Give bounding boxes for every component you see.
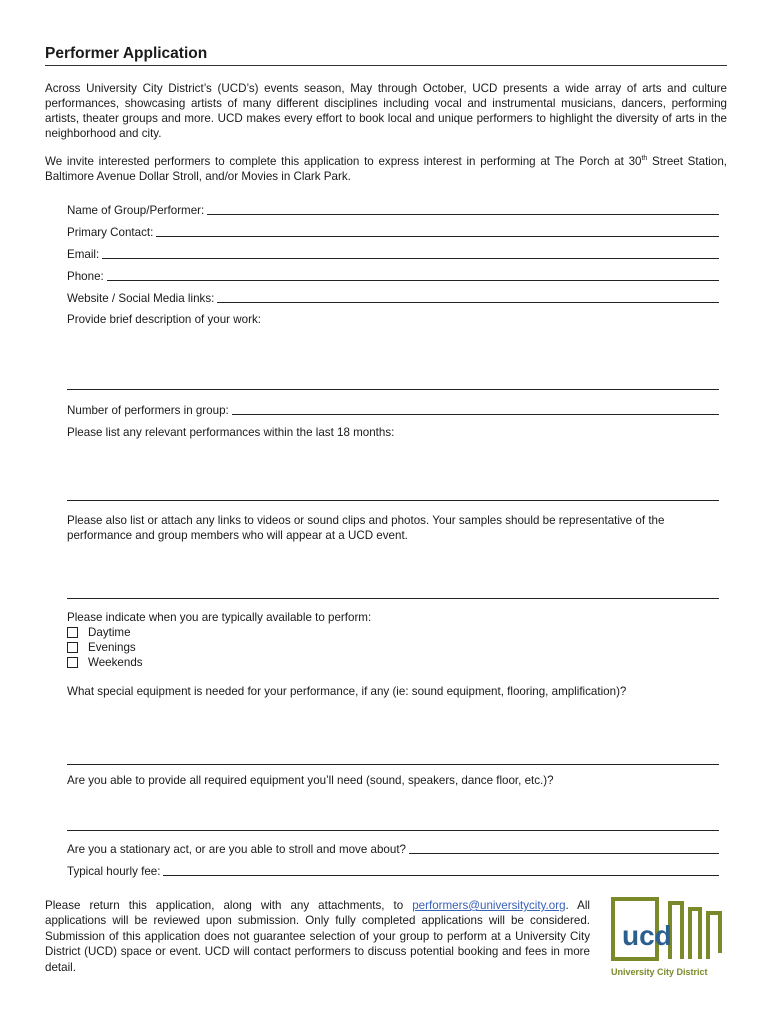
availability-option-evenings[interactable] (67, 640, 136, 655)
email-field[interactable] (67, 246, 719, 261)
hourly-fee-line[interactable] (163, 865, 719, 876)
availability-option-daytime[interactable] (67, 625, 131, 640)
website-label: Website / Social Media links: (67, 292, 215, 305)
return-instructions: Please return this application, along with any attachments, to performers@universitycity.org. All applications will be reviewed upon submission. Only fully completed applications will be considered. Submission of this application does not guarantee selection of your group to perform at a University City District (UCD) space or event. UCD will contact performers to discuss potential booking and fees in more detail. (45, 899, 590, 974)
logo-bar-1 (670, 903, 682, 959)
daytime-checkbox[interactable] (67, 627, 78, 638)
group-name-line[interactable] (207, 204, 719, 215)
logo-bar-2 (690, 909, 700, 959)
primary-contact-field[interactable] (67, 224, 719, 239)
stationary-field[interactable] (67, 841, 719, 856)
phone-field[interactable] (67, 268, 719, 283)
evenings-label: Evenings (88, 641, 136, 654)
evenings-checkbox[interactable] (67, 642, 78, 653)
hourly-fee-field[interactable] (67, 863, 719, 878)
group-name-label: Name of Group/Performer: (67, 204, 205, 217)
hourly-fee-label: Typical hourly fee: (67, 865, 161, 878)
performances-label: Please list any relevant performances within the last 18 months: (67, 426, 395, 439)
samples-line[interactable] (67, 598, 719, 599)
logo-tagline: University City District (611, 967, 708, 977)
email-label: Email: (67, 248, 100, 261)
num-performers-line[interactable] (232, 404, 719, 415)
weekends-label: Weekends (88, 656, 143, 669)
description-line[interactable] (67, 389, 719, 390)
intro-paragraph-1: Across University City District’s (UCD’s) events season, May through October, UCD presents a wide array of arts and culture performances, showcasing artists of many different disciplines including vocal and instrumental musicians, dancers, performing artists, theater groups and more. UCD makes every effort to book local and unique performers to highlight the diversity of arts in the neighborhood and city. (45, 82, 727, 140)
page-title: Performer Application (45, 45, 727, 66)
equipment-provide-line[interactable] (67, 830, 719, 831)
equipment-provide-label: Are you able to provide all required equipment you’ll need (sound, speakers, dance floor, etc.)? (67, 774, 554, 787)
intro-paragraph-2: We invite interested performers to complete this application to express interest in performing at The Porch at 30th Street Station, Baltimore Avenue Dollar Stroll, and/or Movies in Clark Park. (45, 155, 727, 183)
performers-email-link[interactable]: performers@universitycity.org (412, 899, 566, 912)
primary-contact-label: Primary Contact: (67, 226, 154, 239)
availability-label: Please indicate when you are typically available to perform: (67, 611, 372, 624)
equipment-needed-label: What special equipment is needed for your performance, if any (ie: sound equipment, flooring, amplification)? (67, 685, 627, 698)
phone-line[interactable] (107, 270, 719, 281)
email-line[interactable] (102, 248, 719, 259)
samples-label: Please also list or attach any links to videos or sound clips and photos. Your samples should be representative of the performance and group members who will appear at a UCD event. (67, 514, 665, 542)
website-field[interactable] (67, 290, 719, 305)
phone-label: Phone: (67, 270, 104, 283)
website-line[interactable] (217, 292, 719, 303)
stationary-label: Are you a stationary act, or are you able to stroll and move about? (67, 843, 406, 856)
logo-bar-3 (708, 913, 720, 959)
stationary-line[interactable] (409, 843, 719, 854)
availability-option-weekends[interactable] (67, 655, 143, 670)
daytime-label: Daytime (88, 626, 131, 639)
num-performers-field[interactable] (67, 402, 719, 417)
performances-line[interactable] (67, 500, 719, 501)
logo-text: ucd (622, 920, 672, 951)
equipment-needed-line[interactable] (67, 764, 719, 765)
weekends-checkbox[interactable] (67, 657, 78, 668)
description-label: Provide brief description of your work: (67, 313, 261, 326)
num-performers-label: Number of performers in group: (67, 404, 229, 417)
group-name-field[interactable] (67, 202, 719, 217)
primary-contact-line[interactable] (156, 226, 719, 237)
